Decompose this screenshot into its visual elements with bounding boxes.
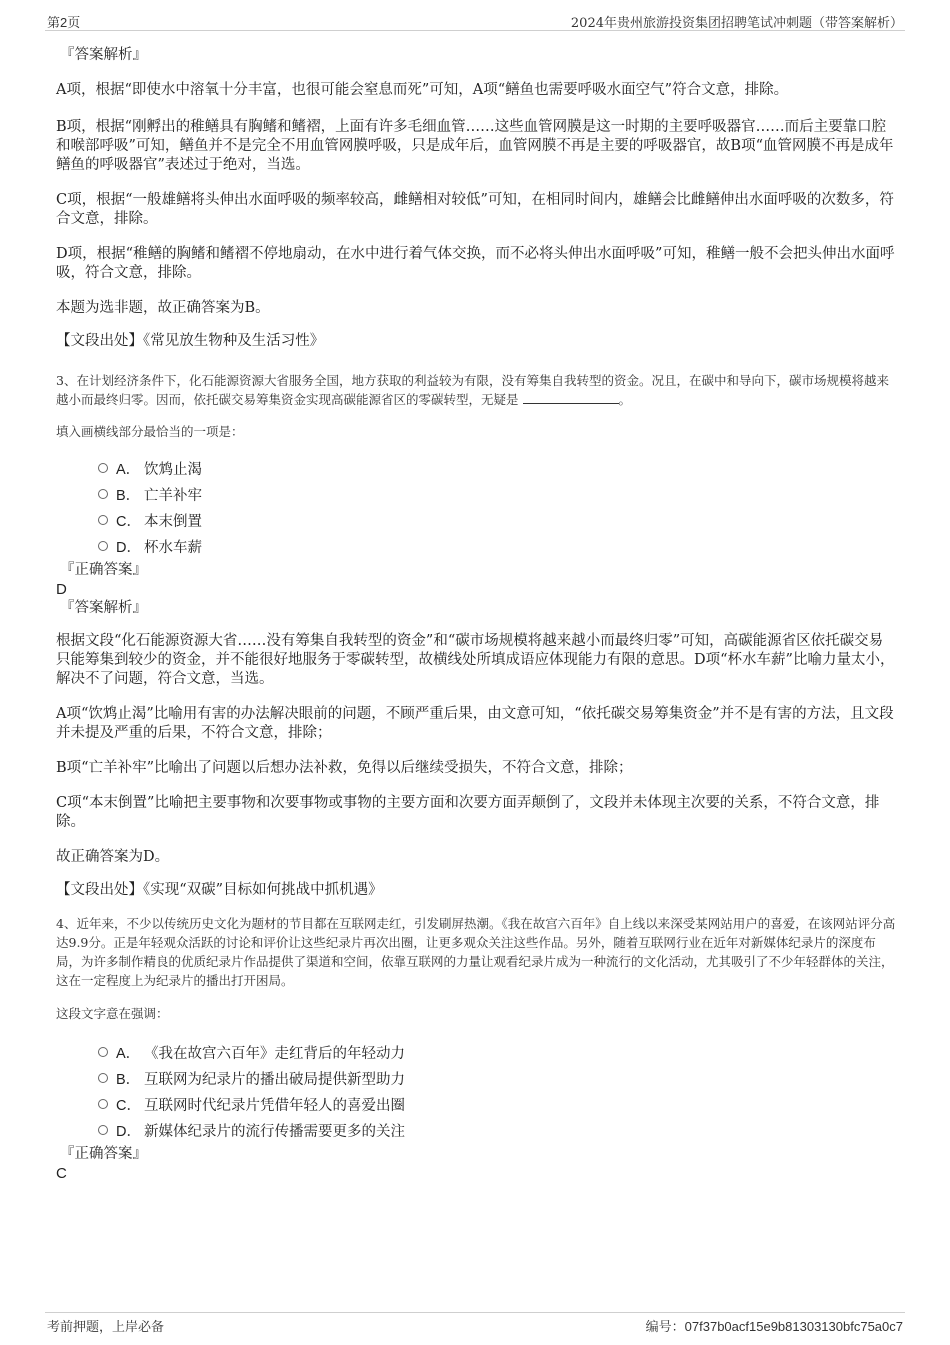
q3-answer-label: 『正确答案』 [60,562,147,578]
radio-icon[interactable] [98,1099,108,1109]
page-footer [45,1312,905,1335]
q4-option-b[interactable]: B． 互联网为纪录片的播出破局提供新型助力 [56,1065,896,1091]
q3-option-d[interactable]: D． 杯水车薪 [56,533,896,559]
q2-analysis-c: C项，根据“一般雄鳝将头伸出水面呼吸的频率较高，雌鳝相对较低”可知，在相同时间内，雄鳝会比雌鳝伸出水面呼吸的次数多，符合文意，排除。 [56,192,894,227]
document-body [56,46,896,1183]
q3-option-c[interactable]: C． 本末倒置 [56,507,896,533]
q3-analysis-2: A项“饮鸩止渴”比喻用有害的办法解决眼前的问题，不顾严重后果，由文意可知，“依托碳交易筹集资金”并不是有害的方法，且文段并未提及严重的后果，不符合文意，排除； [56,706,894,741]
q2-analysis-a: A项，根据“即使水中溶氧十分丰富，也很可能会窒息而死”可知，A项“鳝鱼也需要呼吸水面空气”符合文意，排除。 [56,82,789,98]
q3-prompt: 填入画横线部分最恰当的一项是： [56,424,244,439]
q3-answer: D [56,581,67,598]
q2-analysis-label: 『答案解析』 [60,47,147,63]
q3-analysis-4: C项“本末倒置”比喻把主要事物和次要事物或事物的主要方面和次要方面弄颠倒了，文段并未体现主次要的关系，不符合文意，排除。 [56,795,880,830]
q3-option-a[interactable]: A． 饮鸩止渴 [56,455,896,481]
radio-icon[interactable] [98,463,108,473]
q2-source: 【文段出处】《常见放生物种及生活习性》 [56,333,325,349]
q3-options [56,455,896,559]
footer-id-value: 07f37b0acf15e9b81303130bfc75a0c7 [684,1319,903,1334]
q4-answer: C [56,1165,67,1182]
q3-stem-text: 3、在计划经济条件下，化石能源资源大省服务全国，地方获取的利益较为有限，没有筹集自我转型的资金。况且，在碳中和导向下，碳市场规模将越来越小而最终归零。因而，依托碳交易筹集资金实现高碳能源省区的零碳转型，无疑是 [56,373,889,407]
radio-icon[interactable] [98,489,108,499]
q4-answer-label: 『正确答案』 [60,1146,147,1162]
q4-stem: 4、近年来，不少以传统历史文化为题材的节目都在互联网走红，引发刷屏热潮。《我在故宫六百年》自上线以来深受某网站用户的喜爱，在该网站评分高达9.9分。正是年轻观众活跃的讨论和评价让这些纪录片再次出圈，让更多观众关注这些作品。另外，随着互联网行业在近年对新媒体纪录片的深度布局，为许多制作精良的优质纪录片作品提供了渠道和空间，依靠互联网的力量让观看纪录片成为一种流行的文化活动，尤其吸引了不少年轻群体的关注，这在一定程度上为纪录片的播出打开困局。 [56,916,896,988]
q3-stem [56,371,896,409]
radio-icon[interactable] [98,1073,108,1083]
q4-options [56,1039,896,1143]
q4-option-d[interactable]: D． 新媒体纪录片的流行传播需要更多的关注 [56,1117,896,1143]
radio-icon[interactable] [98,1125,108,1135]
footer-id [646,1316,903,1335]
q4-prompt: 这段文字意在强调： [56,1006,169,1021]
q3-source: 【文段出处】《实现“双碳”目标如何挑战中抓机遇》 [56,882,383,898]
q3-option-b[interactable]: B． 亡羊补牢 [56,481,896,507]
q3-analysis-label: 『答案解析』 [60,600,147,616]
q2-analysis-b: B项，根据“刚孵出的稚鳝具有胸鳍和鳍褶，上面有许多毛细血管……这些血管网膜是这一时期的主要呼吸器官……而后主要靠口腔和喉部呼吸”可知，鳝鱼并不是完全不用血管网膜呼吸，只是成年后，血管网膜不再是主要的呼吸器官，故B项“血管网膜不再是成年鳝鱼的呼吸器官”表述过于绝对，当选。 [56,119,894,173]
q4-option-a[interactable]: A． 《我在故宫六百年》走红背后的年轻动力 [56,1039,896,1065]
document-title: 2024年贵州旅游投资集团招聘笔试冲刺题（带答案解析） [570,16,903,31]
q3-blank [523,391,619,404]
radio-icon[interactable] [98,541,108,551]
footer-id-label: 编号： [645,1320,685,1335]
q3-analysis-3: B项“亡羊补牢”比喻出了问题以后想办法补救，免得以后继续受损失，不符合文意，排除； [56,760,633,776]
q3-conclusion: 故正确答案为D。 [56,849,170,865]
q2-analysis-d: D项，根据“稚鳝的胸鳍和鳍褶不停地扇动，在水中进行着气体交换，而不必将头伸出水面呼吸”可知，稚鳝一般不会把头伸出水面呼吸，符合文意，排除。 [56,246,895,281]
q2-conclusion: 本题为选非题，故正确答案为B。 [56,300,270,316]
footer-slogan: 考前押题，上岸必备 [47,1320,165,1335]
radio-icon[interactable] [98,515,108,525]
q3-analysis-1: 根据文段“化石能源资源大省……没有筹集自我转型的资金”和“碳市场规模将越来越小而最终归零”可知，高碳能源省区依托碳交易只能筹集到较少的资金，并不能很好地服务于零碳转型，故横线处所填成语应体现能力有限的意思。D项“杯水车薪”比喻力量太小，解决不了问题，符合文意，当选。 [56,633,895,687]
q4-option-c[interactable]: C． 互联网时代纪录片凭借年轻人的喜爱出圈 [56,1091,896,1117]
q3-stem-end: 。 [618,392,632,407]
page-header [45,10,905,31]
radio-icon[interactable] [98,1047,108,1057]
page-number: 第2页 [47,15,81,30]
